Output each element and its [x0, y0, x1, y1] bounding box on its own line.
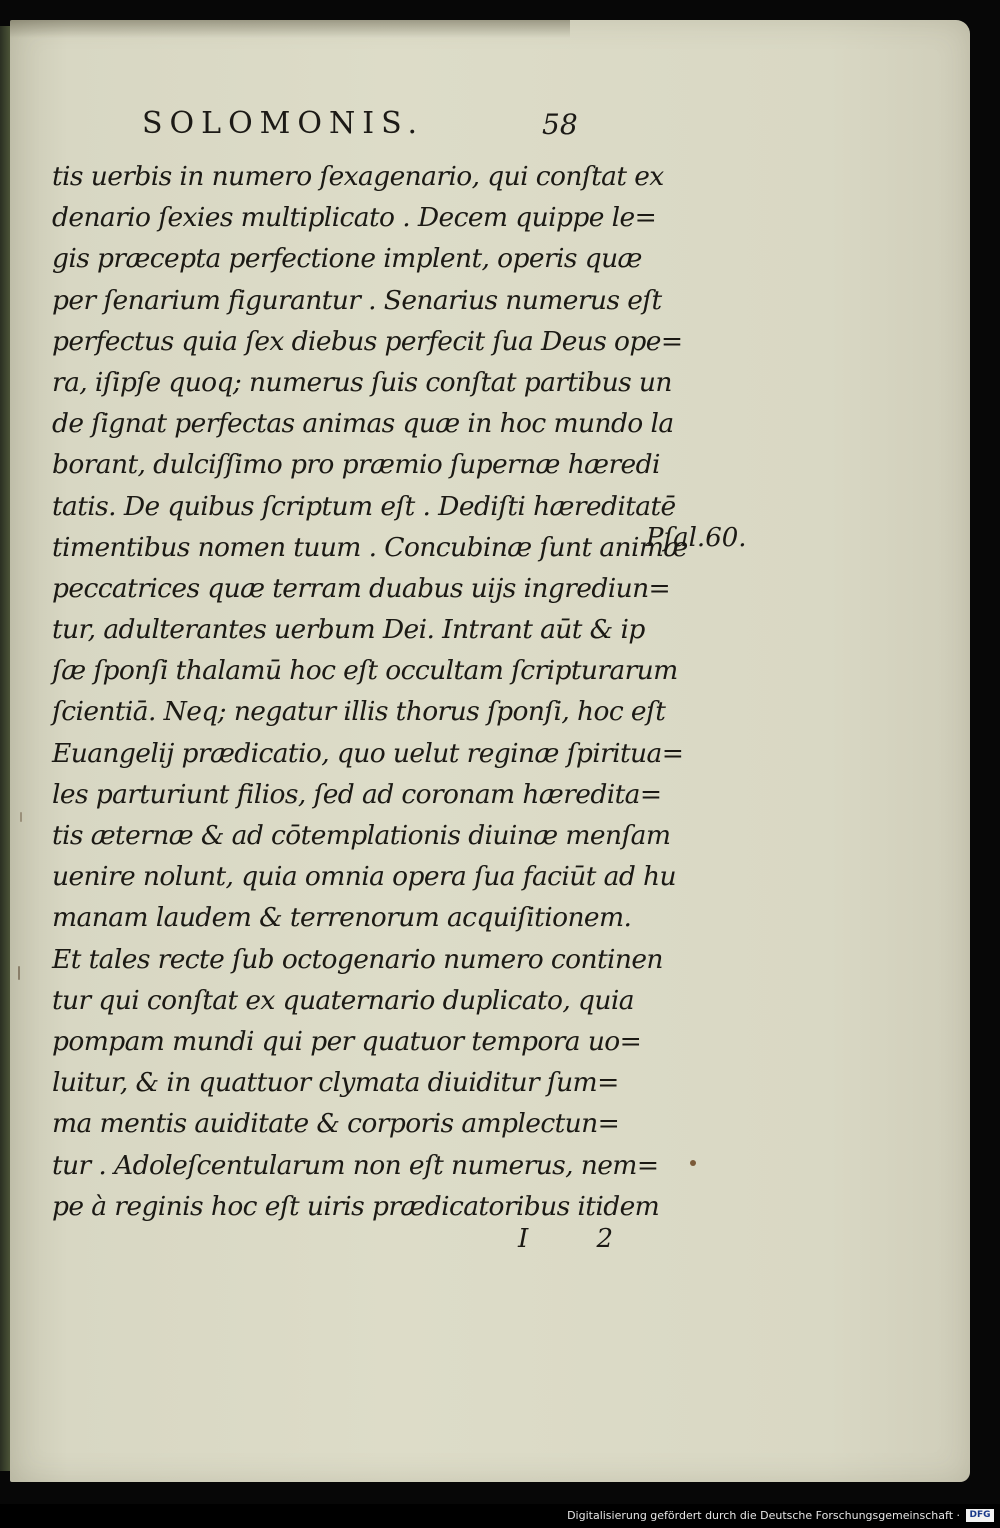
text-line: tur qui conſtat ex quaternario duplicato, quia: [52, 984, 634, 1016]
text-line: ſcientiā. Neq; negatur illis thorus ſponſi, hoc eſt: [52, 696, 666, 728]
text-line: Euangelij prædicatio, quo uelut reginæ ſpiritua=: [52, 737, 684, 769]
funding-credit: Digitalisierung gefördert durch die Deutsche Forschungsgemeinschaft ·: [567, 1509, 960, 1522]
paper-speck: [690, 1160, 696, 1166]
text-line: per ſenarium figurantur . Senarius numerus eſt: [52, 284, 662, 316]
text-line: uenire nolunt, quia omnia opera ſua faciūt ad hu: [52, 861, 676, 893]
paper-speck: [20, 812, 22, 822]
text-line: peccatrices quæ terram duabus uijs ingrediun=: [52, 572, 671, 604]
text-line: tis uerbis in numero ſexagenario, qui conſtat ex: [52, 161, 664, 192]
text-line: tis æternæ & ad cōtemplationis diuinæ menſam: [52, 820, 671, 851]
text-line: pe à reginis hoc eſt uiris prædicatoribus itidem: [52, 1190, 660, 1222]
signature-mark: I 2: [518, 1224, 644, 1254]
text-line: denario ſexies multiplicato . Decem quippe le=: [52, 202, 657, 234]
text-line: ſæ ſponſi thalamū hoc eſt occultam ſcripturarum: [52, 655, 678, 687]
text-line: perfectus quia ſex diebus perfecit ſua Deus ope=: [52, 325, 683, 357]
running-title: SOLOMONIS.: [142, 106, 425, 141]
body-text: [52, 156, 688, 1227]
marginal-note: Pſal.60.: [646, 523, 747, 553]
running-head: [128, 104, 588, 150]
paper-speck: [18, 966, 20, 980]
text-line: luitur, & in quattuor clymata diuiditur ſum=: [52, 1067, 619, 1099]
text-line: manam laudem & terrenorum acquiſitionem.: [52, 902, 632, 934]
text-line: tur, adulterantes uerbum Dei. Intrant aūt & ip: [52, 614, 645, 646]
text-line: ra, iſipſe quoq; numerus ſuis conſtat partibus un: [52, 366, 672, 398]
text-line: pompam mundi qui per quatuor tempora uo=: [52, 1025, 642, 1057]
dfg-logo-icon: DFG: [966, 1509, 994, 1522]
folio-number: 58: [542, 108, 578, 141]
footer-bar: [0, 1504, 1000, 1528]
text-line: borant, dulciſſimo pro præmio ſupernæ hæredi: [52, 449, 660, 481]
text-line: tatis. De quibus ſcriptum eſt . Dediſti hæreditatē: [52, 490, 676, 522]
text-line: de ſignat perfectas animas quæ in hoc mundo la: [52, 408, 674, 440]
text-line: les parturiunt filios, ſed ad coronam hæredita=: [52, 778, 662, 810]
text-line: ma mentis auiditate & corporis amplectun=: [52, 1108, 620, 1140]
text-line: Et tales recte ſub octogenario numero continen: [52, 943, 663, 975]
text-line: gis præcepta perfectione implent, operis quæ: [52, 243, 642, 275]
text-line: tur . Adoleſcentularum non eſt numerus, nem=: [52, 1149, 659, 1181]
text-line: timentibus nomen tuum . Concubinæ ſunt animæ: [52, 531, 688, 563]
